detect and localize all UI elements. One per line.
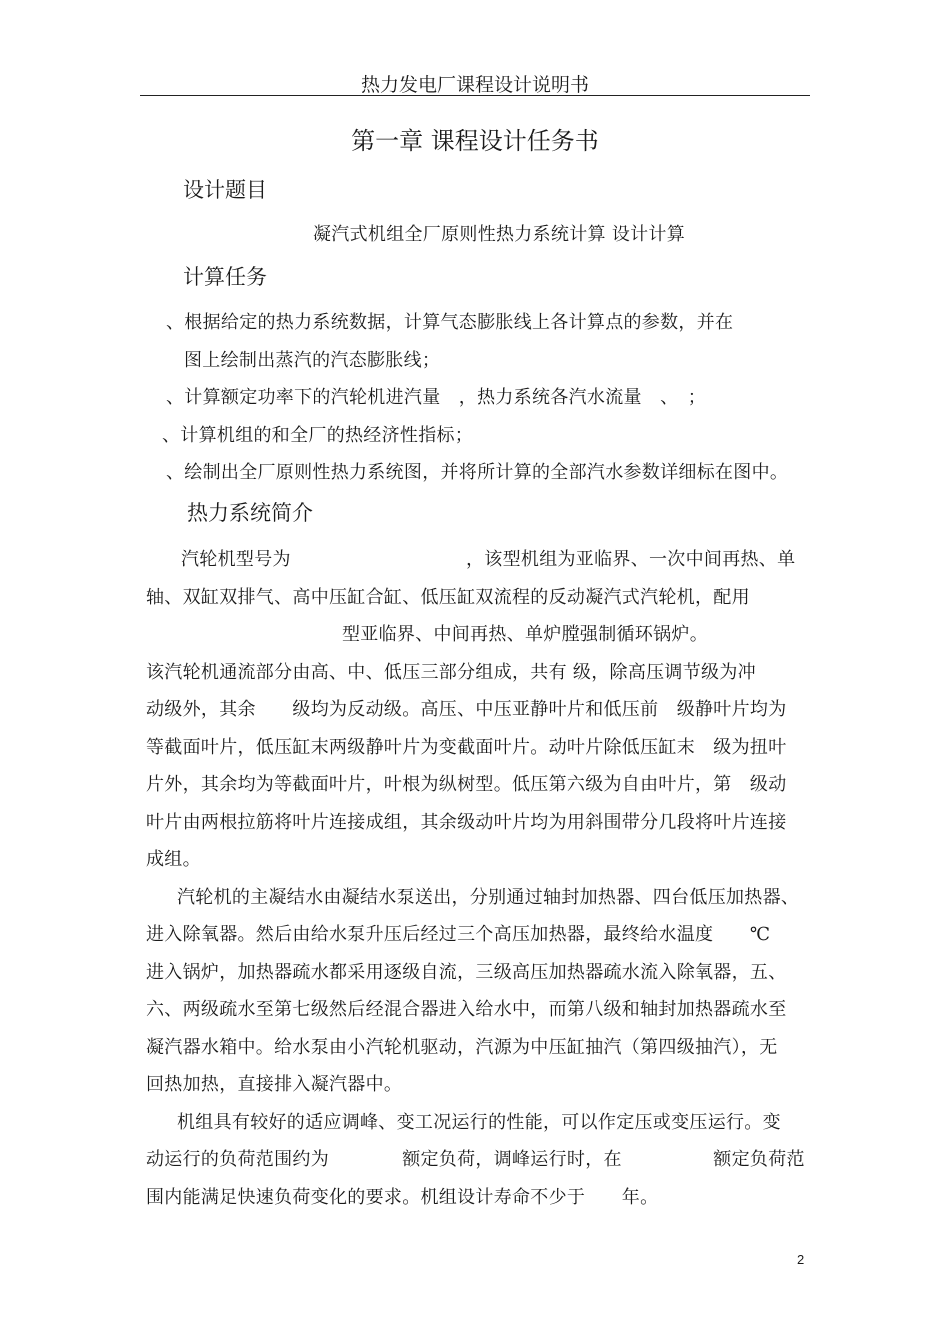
section-heading-calc-tasks: 计算任务 <box>183 265 267 289</box>
task-item: 、绘制出全厂原则性热力系统图，并将所计算的全部汽水参数详细标在图中。 <box>166 462 789 483</box>
task-item: 、根据给定的热力系统数据，计算气态膨胀线上各计算点的参数，并在 <box>166 312 734 333</box>
intro-line: 该汽轮机通流部分由高、中、低压三部分组成，共有 级，除高压调节级为冲 <box>146 662 756 683</box>
intro-line: 等截面叶片，低压缸末两级静叶片为变截面叶片。动叶片除低压缸末 级为扭叶 <box>146 737 787 758</box>
intro-line: 动级外，其余 级均为反动级。高压、中压亚静叶片和低压前 级静叶片均为 <box>146 699 787 720</box>
intro-line: 六、两级疏水至第七级然后经混合器进入给水中，而第八级和轴封加热器疏水至 <box>146 999 787 1020</box>
header-divider <box>140 95 810 96</box>
intro-line: 片外，其余均为等截面叶片，叶根为纵树型。低压第六级为自由叶片，第 级动 <box>146 774 787 795</box>
task-item: 、计算额定功率下的汽轮机进汽量 ，热力系统各汽水流量 、 ； <box>166 387 706 408</box>
task-item: 、计算机组的和全厂的热经济性指标； <box>162 425 474 446</box>
task-item: 图上绘制出蒸汽的汽态膨胀线； <box>184 350 441 371</box>
intro-line: 机组具有较好的适应调峰、变工况运行的性能，可以作定压或变压运行。变 <box>177 1112 781 1133</box>
intro-line: 叶片由两根拉筋将叶片连接成组，其余级动叶片均为用斜围带分几段将叶片连接 <box>146 812 787 833</box>
intro-line: 轴、双缸双排气、高中压缸合缸、低压缸双流程的反动凝汽式汽轮机，配用 <box>146 587 750 608</box>
intro-line: 成组。 <box>146 849 201 870</box>
chapter-title: 第一章 课程设计任务书 <box>351 127 599 155</box>
intro-line: 汽轮机型号为 <box>181 549 291 570</box>
intro-line: 汽轮机的主凝结水由凝结水泵送出，分别通过轴封加热器、四台低压加热器、 <box>177 887 800 908</box>
section-heading-design-topic: 设计题目 <box>183 178 267 202</box>
header-title: 热力发电厂课程设计说明书 <box>360 74 589 96</box>
intro-line: 围内能满足快速负荷变化的要求。机组设计寿命不少于 年。 <box>146 1187 659 1208</box>
design-topic-content: 凝汽式机组全厂原则性热力系统计算 设计计算 <box>313 224 686 245</box>
page-number: 2 <box>797 1252 805 1267</box>
intro-line: 型亚临界、中间再热、单炉膛强制循环锅炉。 <box>342 624 708 645</box>
intro-line: 回热加热，直接排入凝汽器中。 <box>146 1074 403 1095</box>
intro-line: 动运行的负荷范围约为 额定负荷，调峰运行时，在 额定负荷范 <box>146 1149 805 1170</box>
intro-line: 进入锅炉，加热器疏水都采用逐级自流，三级高压加热器疏水流入除氧器，五、 <box>146 962 787 983</box>
intro-line: 凝汽器水箱中。给水泵由小汽轮机驱动，汽源为中压缸抽汽（第四级抽汽），无 <box>146 1037 778 1058</box>
intro-line: ，该型机组为亚临界、一次中间再热、单 <box>466 549 796 570</box>
intro-line: 进入除氧器。然后由给水泵升压后经过三个高压加热器，最终给水温度 ℃ <box>146 924 771 945</box>
section-heading-system-intro: 热力系统简介 <box>187 501 313 525</box>
